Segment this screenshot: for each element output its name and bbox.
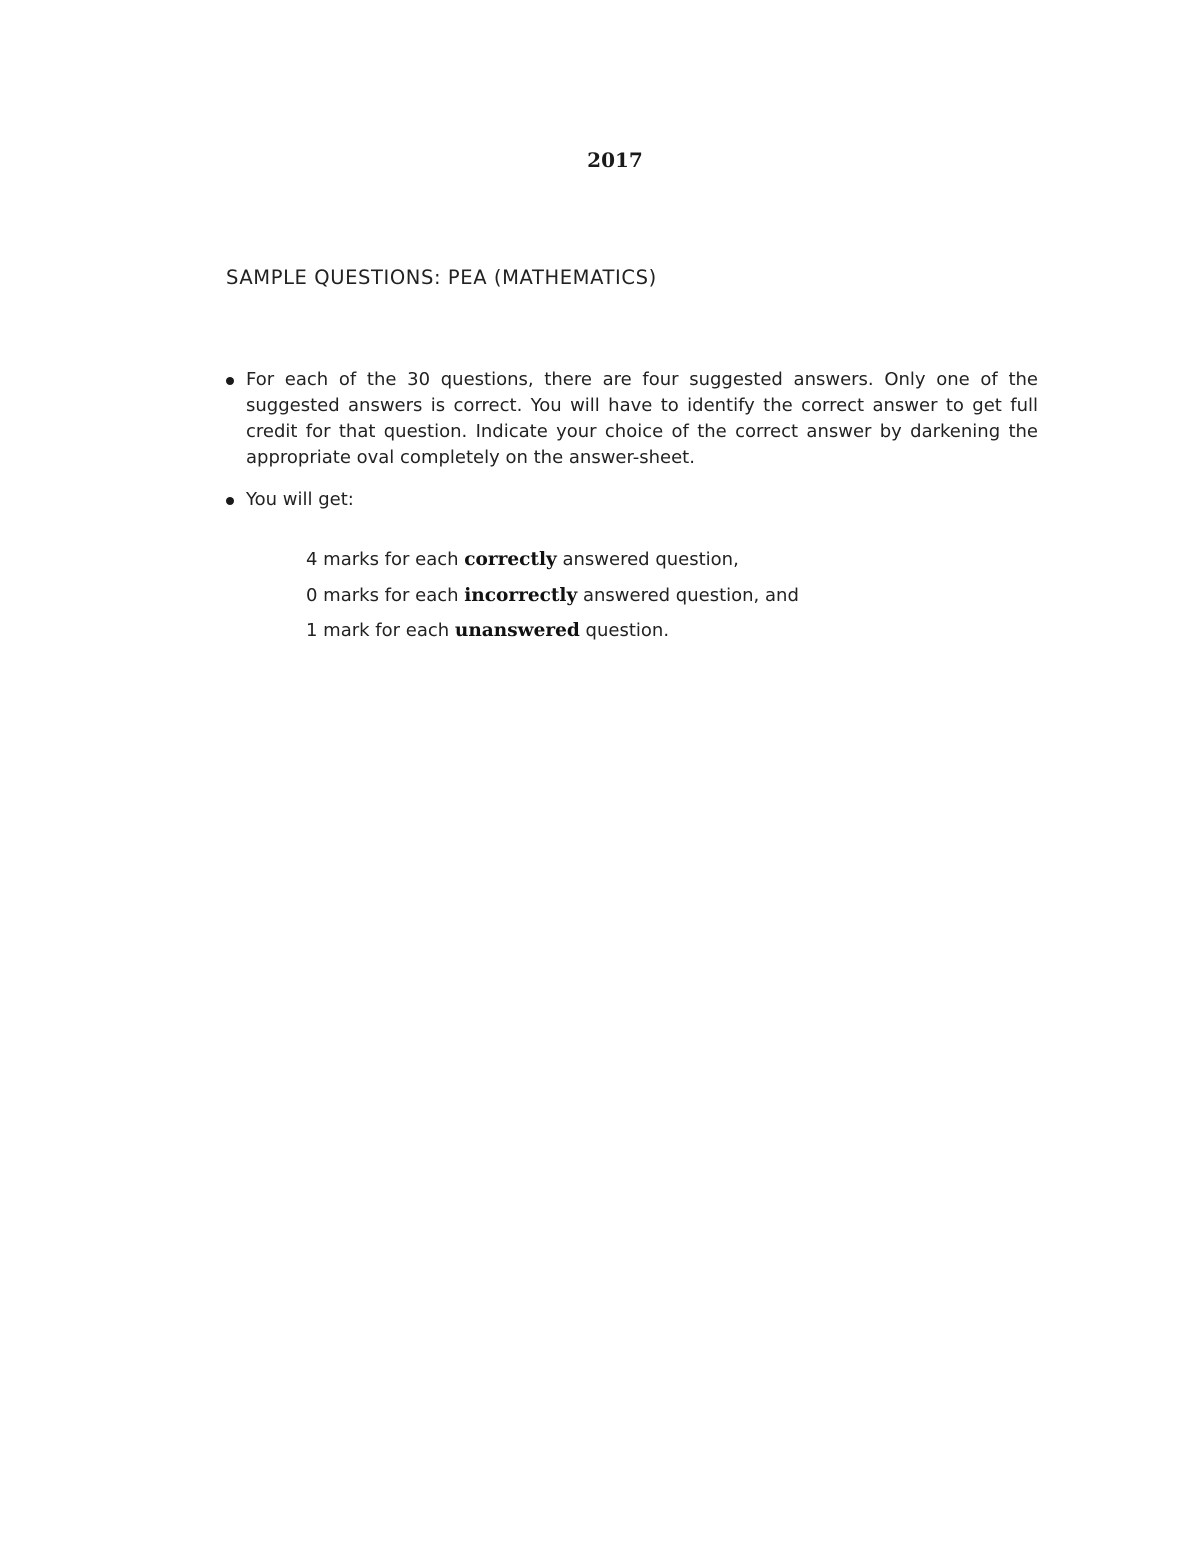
instruction-item [226,487,1038,513]
marking-rule-prefix: 0 marks for each [306,584,459,606]
marking-rule [306,583,799,619]
bullet-icon [226,497,234,505]
document-title: SAMPLE QUESTIONS: PEA (MATHEMATICS) [226,266,657,289]
instruction-text: For each of the 30 questions, there are four suggested answers. Only one of the suggested answers is correct. You will have to identify the correct answer to get full credit for that question. Indicate your choice of the correct answer by darkening the appropriate oval completely on the answer-sheet. [246,369,1038,468]
marking-scheme-list [306,547,799,654]
instruction-item [226,367,1038,471]
marking-rule-prefix: 4 marks for each [306,549,459,570]
marking-rule-prefix: 1 mark for each [306,620,450,641]
marking-rule-suffix: answered question, and [582,584,799,606]
year-heading: 2017 [587,148,643,172]
marking-rule-suffix: answered question, [562,549,739,570]
marking-rule [306,547,799,583]
marking-rule-keyword: correctly [464,549,557,570]
marking-rule-keyword: unanswered [454,620,580,641]
bullet-icon [226,377,234,385]
instructions-list [226,367,1038,513]
marking-rule [306,618,799,654]
instruction-text: You will get: [246,489,354,510]
marking-rule-keyword: incorrectly [464,584,578,606]
marking-rule-suffix: question. [585,620,670,641]
